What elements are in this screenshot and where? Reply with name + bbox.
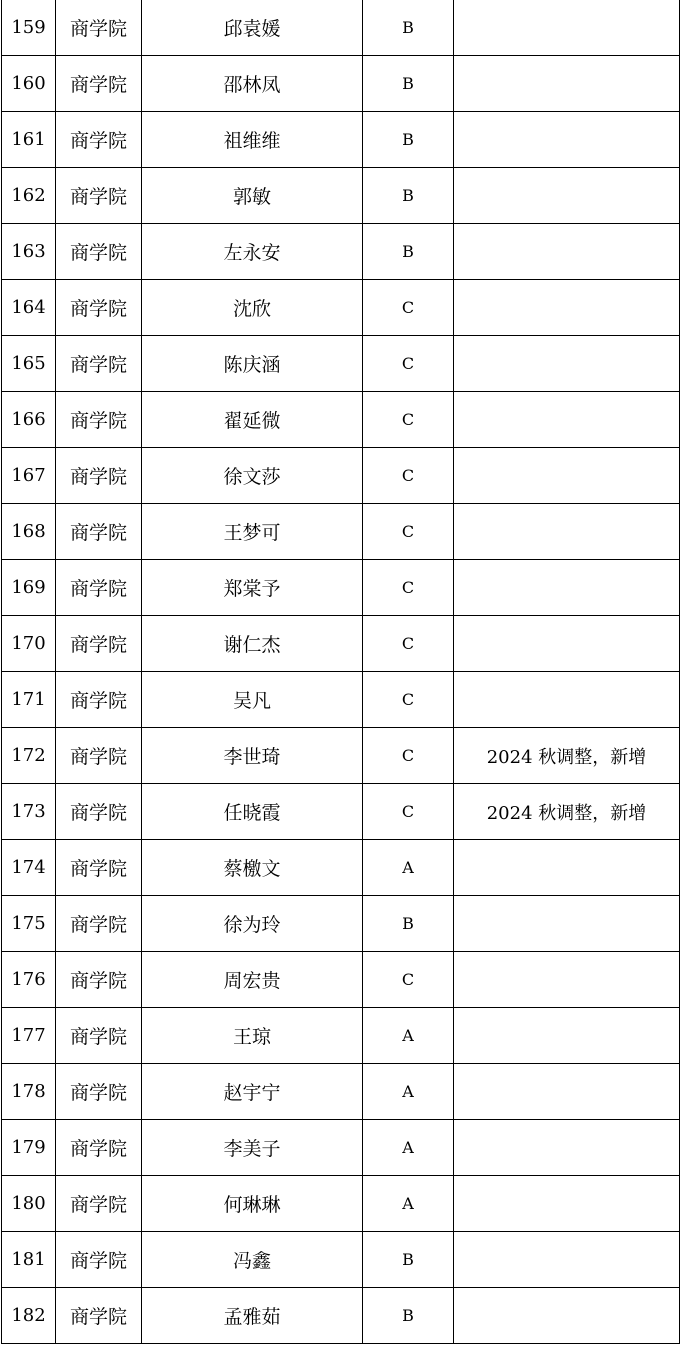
grade-cell: A xyxy=(363,1176,454,1232)
department-cell: 商学院 xyxy=(56,224,142,280)
table-row xyxy=(2,392,680,448)
grade-cell: A xyxy=(363,1120,454,1176)
row-number-cell: 165 xyxy=(2,336,56,392)
grade-cell: C xyxy=(363,616,454,672)
table-row xyxy=(2,952,680,1008)
table-row xyxy=(2,0,680,56)
table-row xyxy=(2,56,680,112)
row-number-cell: 182 xyxy=(2,1288,56,1344)
person-name-cell: 蔡檄文 xyxy=(142,840,363,896)
note-cell xyxy=(454,504,680,560)
note-cell xyxy=(454,840,680,896)
table-row xyxy=(2,1120,680,1176)
row-number-cell: 162 xyxy=(2,168,56,224)
department-cell: 商学院 xyxy=(56,672,142,728)
person-name-cell: 任晓霞 xyxy=(142,784,363,840)
table-row xyxy=(2,168,680,224)
person-name-cell: 李世琦 xyxy=(142,728,363,784)
grade-cell: C xyxy=(363,672,454,728)
person-name-cell: 祖维维 xyxy=(142,112,363,168)
table-row xyxy=(2,616,680,672)
grade-cell: C xyxy=(363,448,454,504)
grade-cell: B xyxy=(363,168,454,224)
department-cell: 商学院 xyxy=(56,448,142,504)
grade-cell: C xyxy=(363,560,454,616)
note-cell xyxy=(454,112,680,168)
department-cell: 商学院 xyxy=(56,1288,142,1344)
person-name-cell: 何琳琳 xyxy=(142,1176,363,1232)
note-cell xyxy=(454,1064,680,1120)
person-name-cell: 郑棠予 xyxy=(142,560,363,616)
note-cell xyxy=(454,56,680,112)
table-row xyxy=(2,336,680,392)
grade-cell: C xyxy=(363,392,454,448)
row-number-cell: 170 xyxy=(2,616,56,672)
grade-cell: A xyxy=(363,1064,454,1120)
table-row xyxy=(2,1008,680,1064)
row-number-cell: 159 xyxy=(2,0,56,56)
note-cell xyxy=(454,224,680,280)
grade-cell: B xyxy=(363,56,454,112)
table-row xyxy=(2,280,680,336)
row-number-cell: 171 xyxy=(2,672,56,728)
row-number-cell: 169 xyxy=(2,560,56,616)
department-cell: 商学院 xyxy=(56,1008,142,1064)
row-number-cell: 161 xyxy=(2,112,56,168)
person-name-cell: 王梦可 xyxy=(142,504,363,560)
row-number-cell: 163 xyxy=(2,224,56,280)
grade-cell: B xyxy=(363,0,454,56)
note-cell xyxy=(454,1008,680,1064)
note-cell xyxy=(454,616,680,672)
person-name-cell: 孟雅茹 xyxy=(142,1288,363,1344)
department-cell: 商学院 xyxy=(56,56,142,112)
table-row xyxy=(2,728,680,784)
row-number-cell: 164 xyxy=(2,280,56,336)
person-name-cell: 谢仁杰 xyxy=(142,616,363,672)
person-name-cell: 周宏贵 xyxy=(142,952,363,1008)
grade-cell: C xyxy=(363,280,454,336)
department-cell: 商学院 xyxy=(56,616,142,672)
note-cell xyxy=(454,392,680,448)
table-row xyxy=(2,672,680,728)
note-cell xyxy=(454,168,680,224)
person-name-cell: 吴凡 xyxy=(142,672,363,728)
note-cell xyxy=(454,1288,680,1344)
table-row xyxy=(2,896,680,952)
row-number-cell: 166 xyxy=(2,392,56,448)
row-number-cell: 178 xyxy=(2,1064,56,1120)
person-name-cell: 徐文莎 xyxy=(142,448,363,504)
row-number-cell: 160 xyxy=(2,56,56,112)
note-cell xyxy=(454,672,680,728)
note-cell: 2024 秋调整，新增 xyxy=(454,728,680,784)
note-cell xyxy=(454,336,680,392)
row-number-cell: 177 xyxy=(2,1008,56,1064)
department-cell: 商学院 xyxy=(56,112,142,168)
table-row xyxy=(2,1288,680,1344)
grade-cell: C xyxy=(363,336,454,392)
note-cell xyxy=(454,280,680,336)
table-row xyxy=(2,112,680,168)
department-cell: 商学院 xyxy=(56,392,142,448)
department-cell: 商学院 xyxy=(56,560,142,616)
department-cell: 商学院 xyxy=(56,0,142,56)
department-cell: 商学院 xyxy=(56,1232,142,1288)
department-cell: 商学院 xyxy=(56,1064,142,1120)
person-name-cell: 陈庆涵 xyxy=(142,336,363,392)
grade-cell: C xyxy=(363,952,454,1008)
grade-cell: B xyxy=(363,1288,454,1344)
row-number-cell: 176 xyxy=(2,952,56,1008)
table-row xyxy=(2,448,680,504)
roster-table xyxy=(1,0,680,1344)
note-cell xyxy=(454,1120,680,1176)
row-number-cell: 175 xyxy=(2,896,56,952)
roster-table-body xyxy=(2,0,680,1344)
row-number-cell: 174 xyxy=(2,840,56,896)
table-row xyxy=(2,1064,680,1120)
grade-cell: B xyxy=(363,112,454,168)
person-name-cell: 邵林凤 xyxy=(142,56,363,112)
row-number-cell: 180 xyxy=(2,1176,56,1232)
note-cell xyxy=(454,1232,680,1288)
person-name-cell: 冯鑫 xyxy=(142,1232,363,1288)
note-cell xyxy=(454,560,680,616)
person-name-cell: 李美子 xyxy=(142,1120,363,1176)
note-cell xyxy=(454,896,680,952)
grade-cell: C xyxy=(363,504,454,560)
row-number-cell: 167 xyxy=(2,448,56,504)
table-row xyxy=(2,504,680,560)
table-row xyxy=(2,224,680,280)
department-cell: 商学院 xyxy=(56,952,142,1008)
grade-cell: A xyxy=(363,840,454,896)
grade-cell: B xyxy=(363,896,454,952)
table-row xyxy=(2,1232,680,1288)
grade-cell: B xyxy=(363,224,454,280)
person-name-cell: 邱袁媛 xyxy=(142,0,363,56)
note-cell xyxy=(454,1176,680,1232)
person-name-cell: 翟延微 xyxy=(142,392,363,448)
grade-cell: B xyxy=(363,1232,454,1288)
person-name-cell: 沈欣 xyxy=(142,280,363,336)
row-number-cell: 181 xyxy=(2,1232,56,1288)
department-cell: 商学院 xyxy=(56,168,142,224)
person-name-cell: 左永安 xyxy=(142,224,363,280)
table-row xyxy=(2,840,680,896)
grade-cell: C xyxy=(363,784,454,840)
grade-cell: C xyxy=(363,728,454,784)
row-number-cell: 179 xyxy=(2,1120,56,1176)
row-number-cell: 168 xyxy=(2,504,56,560)
department-cell: 商学院 xyxy=(56,1120,142,1176)
row-number-cell: 172 xyxy=(2,728,56,784)
department-cell: 商学院 xyxy=(56,504,142,560)
note-cell: 2024 秋调整，新增 xyxy=(454,784,680,840)
department-cell: 商学院 xyxy=(56,840,142,896)
department-cell: 商学院 xyxy=(56,336,142,392)
department-cell: 商学院 xyxy=(56,896,142,952)
row-number-cell: 173 xyxy=(2,784,56,840)
person-name-cell: 赵宇宁 xyxy=(142,1064,363,1120)
department-cell: 商学院 xyxy=(56,280,142,336)
person-name-cell: 王琼 xyxy=(142,1008,363,1064)
person-name-cell: 郭敏 xyxy=(142,168,363,224)
department-cell: 商学院 xyxy=(56,728,142,784)
department-cell: 商学院 xyxy=(56,1176,142,1232)
grade-cell: A xyxy=(363,1008,454,1064)
note-cell xyxy=(454,448,680,504)
table-row xyxy=(2,1176,680,1232)
note-cell xyxy=(454,952,680,1008)
note-cell xyxy=(454,0,680,56)
table-row xyxy=(2,560,680,616)
department-cell: 商学院 xyxy=(56,784,142,840)
table-row xyxy=(2,784,680,840)
person-name-cell: 徐为玲 xyxy=(142,896,363,952)
